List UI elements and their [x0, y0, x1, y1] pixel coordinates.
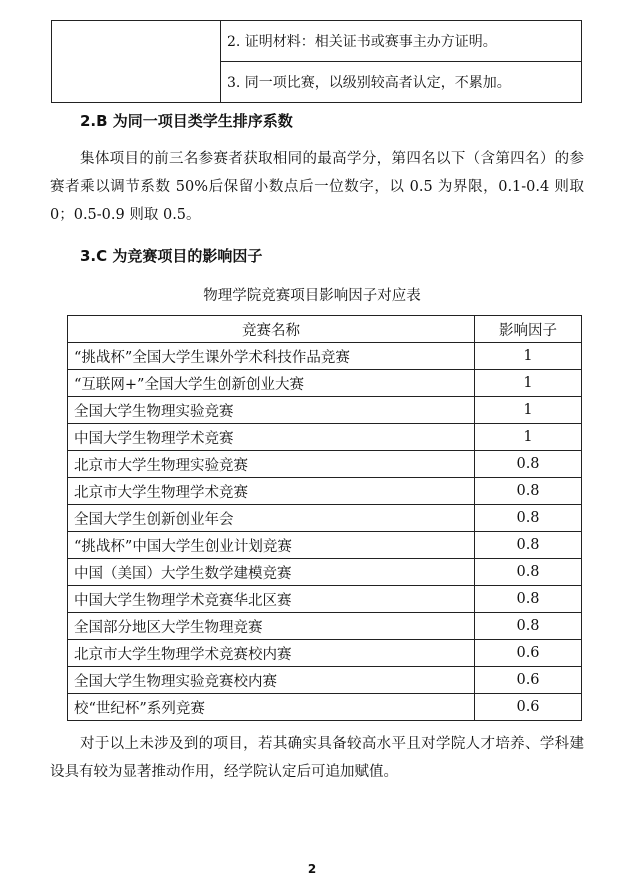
- table-row: [68, 532, 582, 559]
- table-row: [68, 505, 582, 532]
- empty-cell: [52, 21, 221, 103]
- impact-factor-cell: 0.8: [475, 586, 582, 613]
- table-row: [68, 586, 582, 613]
- table-row: [68, 478, 582, 505]
- competition-name-cell: 全国大学生物理实验竞赛: [68, 397, 475, 424]
- impact-factor-cell: 1: [475, 424, 582, 451]
- impact-factor-cell: 0.8: [475, 451, 582, 478]
- impact-factor-cell: 0.8: [475, 505, 582, 532]
- section-c-heading: 3.C 为竞赛项目的影响因子: [80, 247, 263, 265]
- table-row: [68, 667, 582, 694]
- competition-name-cell: 全国大学生物理实验竞赛校内赛: [68, 667, 475, 694]
- table-header-row: [68, 316, 582, 343]
- competition-name-cell: 校“世纪杯”系列竞赛: [68, 694, 475, 721]
- impact-factor-cell: 1: [475, 397, 582, 424]
- competition-name-cell: 北京市大学生物理实验竞赛: [68, 451, 475, 478]
- competition-name-cell: 中国大学生物理学术竞赛华北区赛: [68, 586, 475, 613]
- column-header-name: 竞赛名称: [68, 316, 475, 343]
- criteria-cell-no-stacking: 3. 同一项比赛，以级别较高者认定，不累加。: [221, 62, 582, 103]
- impact-factor-cell: 0.8: [475, 478, 582, 505]
- table-row: [68, 370, 582, 397]
- competition-name-cell: 北京市大学生物理学术竞赛校内赛: [68, 640, 475, 667]
- competition-name-cell: 全国大学生创新创业年会: [68, 505, 475, 532]
- table-row: [68, 640, 582, 667]
- competition-name-cell: 全国部分地区大学生物理竞赛: [68, 613, 475, 640]
- competition-name-cell: 中国（美国）大学生数学建模竞赛: [68, 559, 475, 586]
- impact-factor-cell: 1: [475, 370, 582, 397]
- table-row: [68, 451, 582, 478]
- closing-paragraph: 对于以上未涉及到的项目，若其确实具备较高水平且对学院人才培养、学科建设具有较为显著推动作用，经学院认定后可追加赋值。: [50, 736, 584, 780]
- impact-factor-cell: 0.6: [475, 640, 582, 667]
- impact-factor-cell: 1: [475, 343, 582, 370]
- top-criteria-table: [51, 20, 582, 103]
- column-header-factor: 影响因子: [475, 316, 582, 343]
- impact-factor-cell: 0.8: [475, 613, 582, 640]
- competition-name-cell: 北京市大学生物理学术竞赛: [68, 478, 475, 505]
- impact-factor-cell: 0.6: [475, 667, 582, 694]
- table-row: [52, 21, 582, 62]
- table-row: [68, 424, 582, 451]
- table-row: [68, 694, 582, 721]
- competition-name-cell: “互联网+”全国大学生创新创业大赛: [68, 370, 475, 397]
- section-b-paragraph: 集体项目的前三名参赛者获取相同的最高学分，第四名以下（含第四名）的参赛者乘以调节系数 50%后保留小数点后一位数字，以 0.5 为界限，0.1-0.4 则取 0；0.5-0.9 则取 0.5。: [50, 151, 584, 223]
- impact-factor-cell: 0.8: [475, 559, 582, 586]
- table-row: [68, 397, 582, 424]
- table-row: [68, 559, 582, 586]
- competition-table-body: [68, 343, 582, 721]
- table-row: [68, 343, 582, 370]
- page-number: 2: [307, 862, 317, 876]
- impact-factor-cell: 0.8: [475, 532, 582, 559]
- impact-factor-cell: 0.6: [475, 694, 582, 721]
- table-caption: 物理学院竞赛项目影响因子对应表: [203, 288, 421, 304]
- competition-factor-table: [67, 315, 582, 721]
- section-b-heading: 2.B 为同一项目类学生排序系数: [80, 112, 293, 130]
- table-row: [68, 613, 582, 640]
- competition-name-cell: 中国大学生物理学术竞赛: [68, 424, 475, 451]
- competition-name-cell: “挑战杯”全国大学生课外学术科技作品竞赛: [68, 343, 475, 370]
- criteria-cell-proof: 2. 证明材料：相关证书或赛事主办方证明。: [221, 21, 582, 62]
- competition-name-cell: “挑战杯”中国大学生创业计划竞赛: [68, 532, 475, 559]
